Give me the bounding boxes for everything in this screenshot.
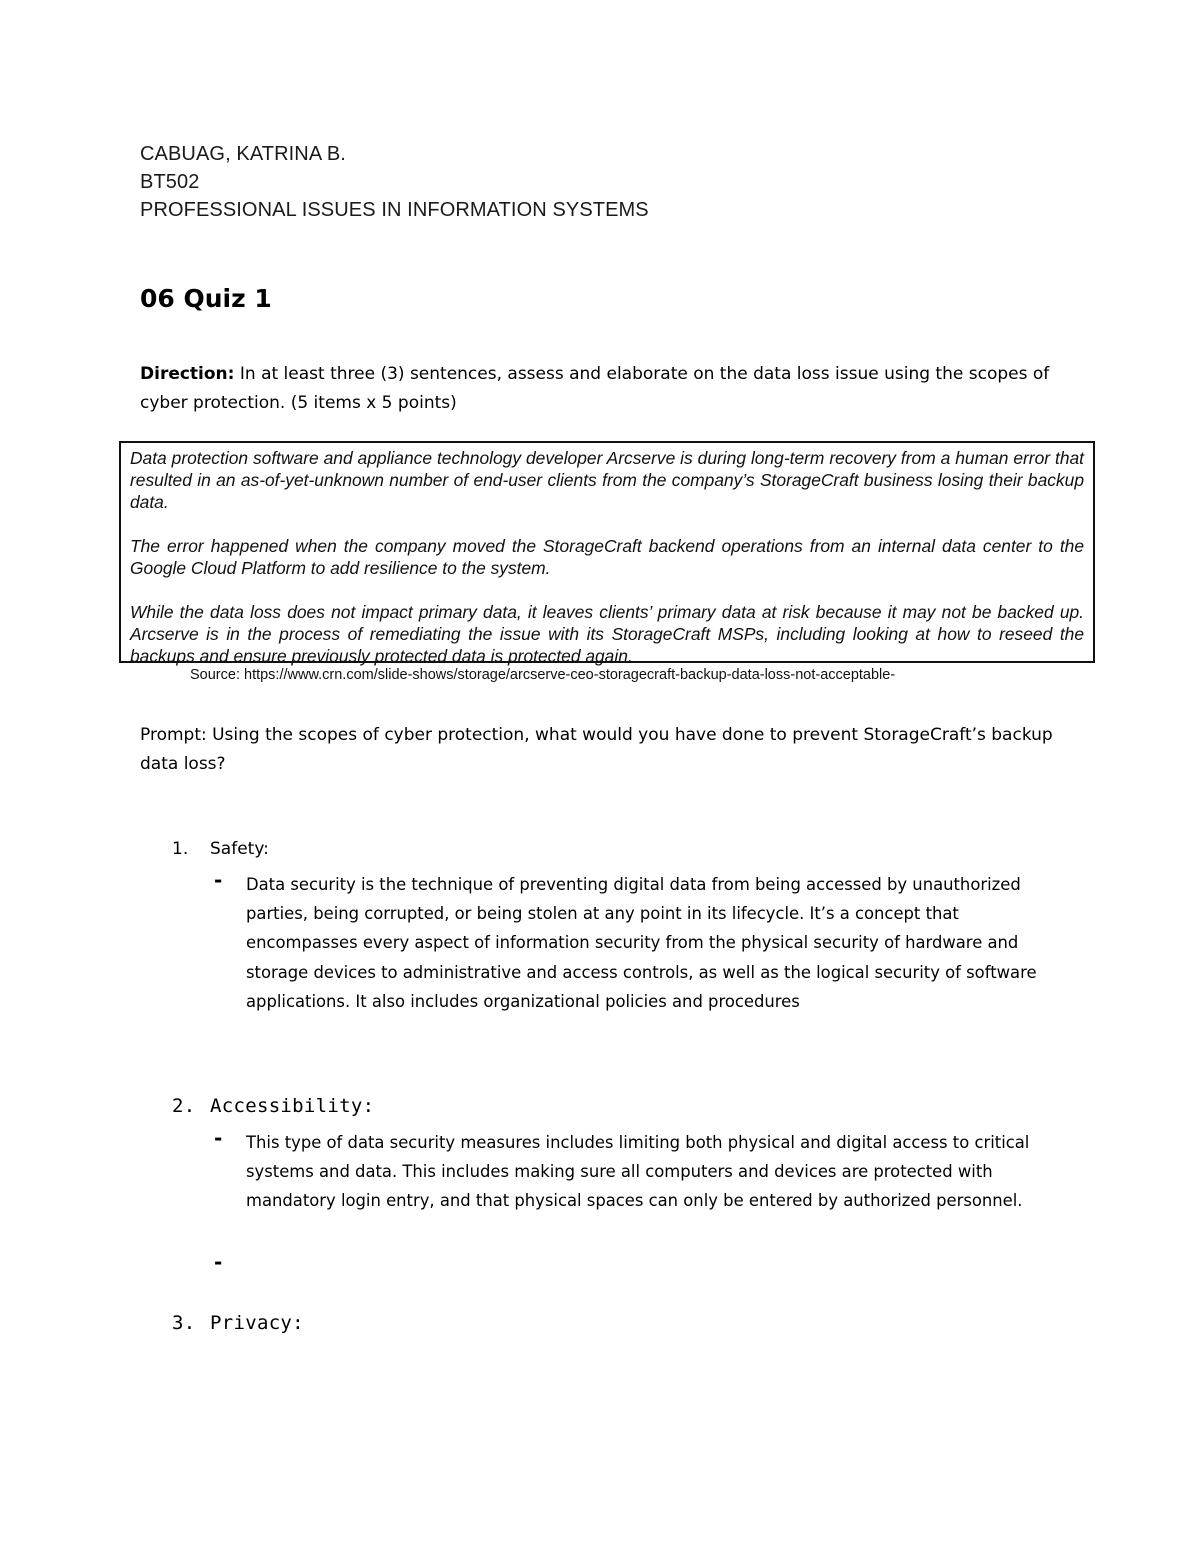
excerpt-paragraph-3: While the data loss does not impact primary data, it leaves clients’ primary data at risk because it may not be backed up. Arcserve is in the process of remediating the issue with its StorageCraft MSPs, including looking at how to reseed the backups and ensure previously protected data is protected again.: [130, 602, 1084, 666]
item-2-number: 2.: [172, 1095, 196, 1117]
course-title: PROFESSIONAL ISSUES IN INFORMATION SYSTEMS: [140, 199, 649, 221]
item-1-heading: [172, 836, 269, 862]
direction-label: Direction:: [140, 364, 235, 384]
item-2-label: Accessibility:: [210, 1095, 375, 1117]
item-2-answer: This type of data security measures includes limiting both physical and digital access to critical systems and data. This includes making sure all computers and devices are protected with mandatory login entry, and that physical spaces can only be entered by authorized personnel.: [246, 1133, 1030, 1211]
item-1-bullet: -: [214, 868, 223, 892]
item-1-answer: Data security is the technique of preventing digital data from being accessed by unauthorized parties, being corrupted, or being stolen at any point in its lifecycle. It’s a concept that encompasses every aspect of information security from the physical security of hardware and storage devices to administrative and access controls, as well as the logical security of software applications. It also includes organizational policies and procedures: [246, 875, 1037, 1011]
direction-text: In at least three (3) sentences, assess and elaborate on the data loss issue using the scopes of cyber protection. (5 items x 5 points): [140, 364, 1050, 413]
excerpt-paragraph-2: The error happened when the company moved the StorageCraft backend operations from an internal data center to the Google Cloud Platform to add resilience to the system.: [130, 536, 1084, 578]
item-2-bullet: -: [214, 1126, 223, 1150]
source-citation: Source: https://www.crn.com/slide-shows/storage/arcserve-ceo-storagecraft-backup-data-loss-not-acceptable-: [190, 667, 896, 683]
item-3-number: 3.: [172, 1312, 196, 1334]
item-1-label: Safety:: [210, 839, 269, 859]
excerpt-paragraph-1: Data protection software and appliance technology developer Arcserve is during long-term recovery from a human error that resulted in an as-of-yet-unknown number of end-user clients from the company’s StorageCraft business losing their backup data.: [130, 448, 1084, 512]
prompt-paragraph: Prompt: Using the scopes of cyber protection, what would you have done to prevent StorageCraft’s backup data loss?: [140, 725, 1053, 774]
item-3-label: Privacy:: [210, 1312, 304, 1334]
page-title: 06 Quiz 1: [140, 284, 272, 313]
item-2-heading: [172, 1093, 374, 1119]
student-name: CABUAG, KATRINA B.: [140, 143, 346, 165]
item-2-empty-bullet: -: [214, 1250, 223, 1274]
course-code: BT502: [140, 171, 200, 193]
item-1-number: 1.: [172, 839, 189, 859]
news-excerpt-box: [119, 441, 1095, 666]
direction-paragraph: [140, 360, 1070, 418]
item-3-heading: [172, 1310, 304, 1336]
